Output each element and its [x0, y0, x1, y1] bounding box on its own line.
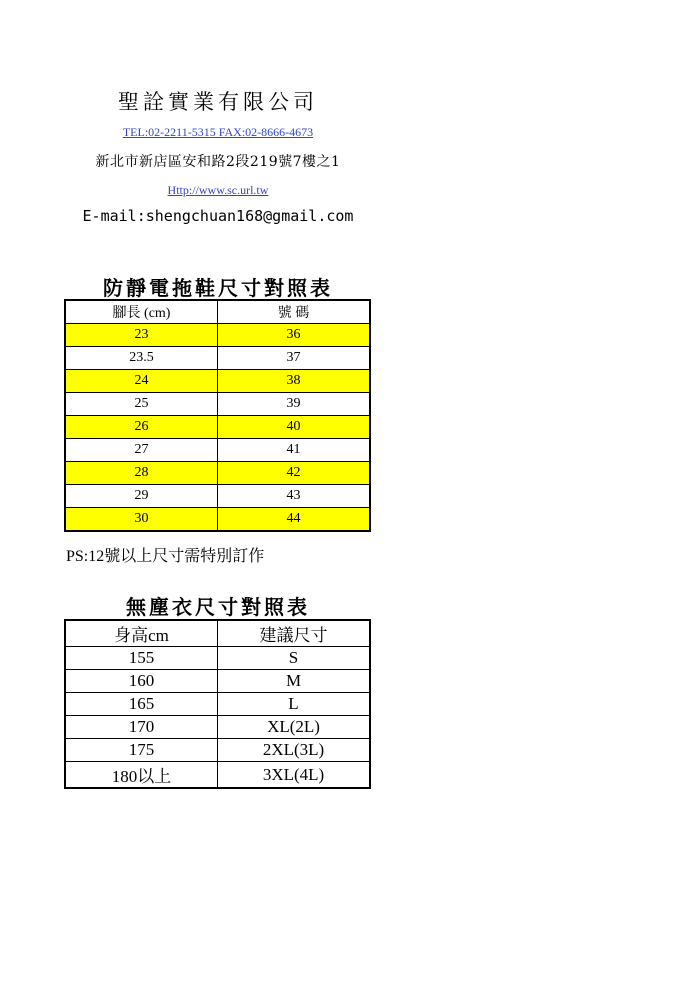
height-cell: 175 — [65, 739, 218, 762]
foot-length-cell: 27 — [65, 439, 218, 462]
size-cell: 43 — [218, 485, 371, 508]
height-cell: 165 — [65, 693, 218, 716]
foot-length-cell: 23.5 — [65, 347, 218, 370]
size-cell: 36 — [218, 324, 371, 347]
foot-length-cell: 30 — [65, 508, 218, 532]
table-row — [65, 324, 370, 347]
table-row — [65, 508, 370, 532]
cleanroom-suit-size-table — [64, 619, 371, 789]
header-suggested-size: 建議尺寸 — [218, 620, 371, 647]
contact-phone-fax-link[interactable]: TEL:02-2211-5315 FAX:02-8666-4673 — [122, 125, 314, 139]
foot-length-cell: 29 — [65, 485, 218, 508]
website-link[interactable]: Http://www.sc.url.tw — [167, 183, 269, 197]
height-cell: 155 — [65, 647, 218, 670]
company-address: 新北市新店區安和路2段219號7樓之1 — [95, 154, 341, 170]
suggested-size-cell: 2XL(3L) — [218, 739, 371, 762]
table-row — [65, 370, 370, 393]
size-cell: 41 — [218, 439, 371, 462]
custom-order-note: PS:12號以上尺寸需特別訂作 — [66, 548, 265, 565]
company-name: 聖詮實業有限公司 — [118, 90, 318, 114]
height-cell: 180以上 — [65, 762, 218, 789]
size-cell: 44 — [218, 508, 371, 532]
table-row — [65, 485, 370, 508]
height-cell: 170 — [65, 716, 218, 739]
table-row — [65, 762, 370, 789]
suggested-size-cell: XL(2L) — [218, 716, 371, 739]
size-cell: 37 — [218, 347, 371, 370]
size-cell: 39 — [218, 393, 371, 416]
size-cell: 42 — [218, 462, 371, 485]
table-row — [65, 739, 370, 762]
foot-length-cell: 23 — [65, 324, 218, 347]
table-row — [65, 693, 370, 716]
table-row — [65, 347, 370, 370]
table-row — [65, 670, 370, 693]
shoe-size-table — [64, 299, 371, 532]
table-row — [65, 647, 370, 670]
suggested-size-cell: M — [218, 670, 371, 693]
suggested-size-cell: S — [218, 647, 371, 670]
shoe-size-chart-title: 防靜電拖鞋尺寸對照表 — [103, 276, 333, 300]
table-header-row — [65, 300, 370, 324]
header-size-number: 號 碼 — [218, 300, 371, 324]
header-foot-length: 腳長 (cm) — [65, 300, 218, 324]
table-row — [65, 716, 370, 739]
email-address: E-mail:shengchuan168@gmail.com — [82, 207, 354, 225]
cleanroom-suit-chart-title: 無塵衣尺寸對照表 — [126, 595, 310, 619]
foot-length-cell: 25 — [65, 393, 218, 416]
size-cell: 38 — [218, 370, 371, 393]
header-height: 身高cm — [65, 620, 218, 647]
foot-length-cell: 26 — [65, 416, 218, 439]
table-row — [65, 439, 370, 462]
suggested-size-cell: L — [218, 693, 371, 716]
foot-length-cell: 24 — [65, 370, 218, 393]
table-row — [65, 393, 370, 416]
height-cell: 160 — [65, 670, 218, 693]
foot-length-cell: 28 — [65, 462, 218, 485]
suggested-size-cell: 3XL(4L) — [218, 762, 371, 789]
size-cell: 40 — [218, 416, 371, 439]
table-row — [65, 416, 370, 439]
table-header-row — [65, 620, 370, 647]
table-row — [65, 462, 370, 485]
